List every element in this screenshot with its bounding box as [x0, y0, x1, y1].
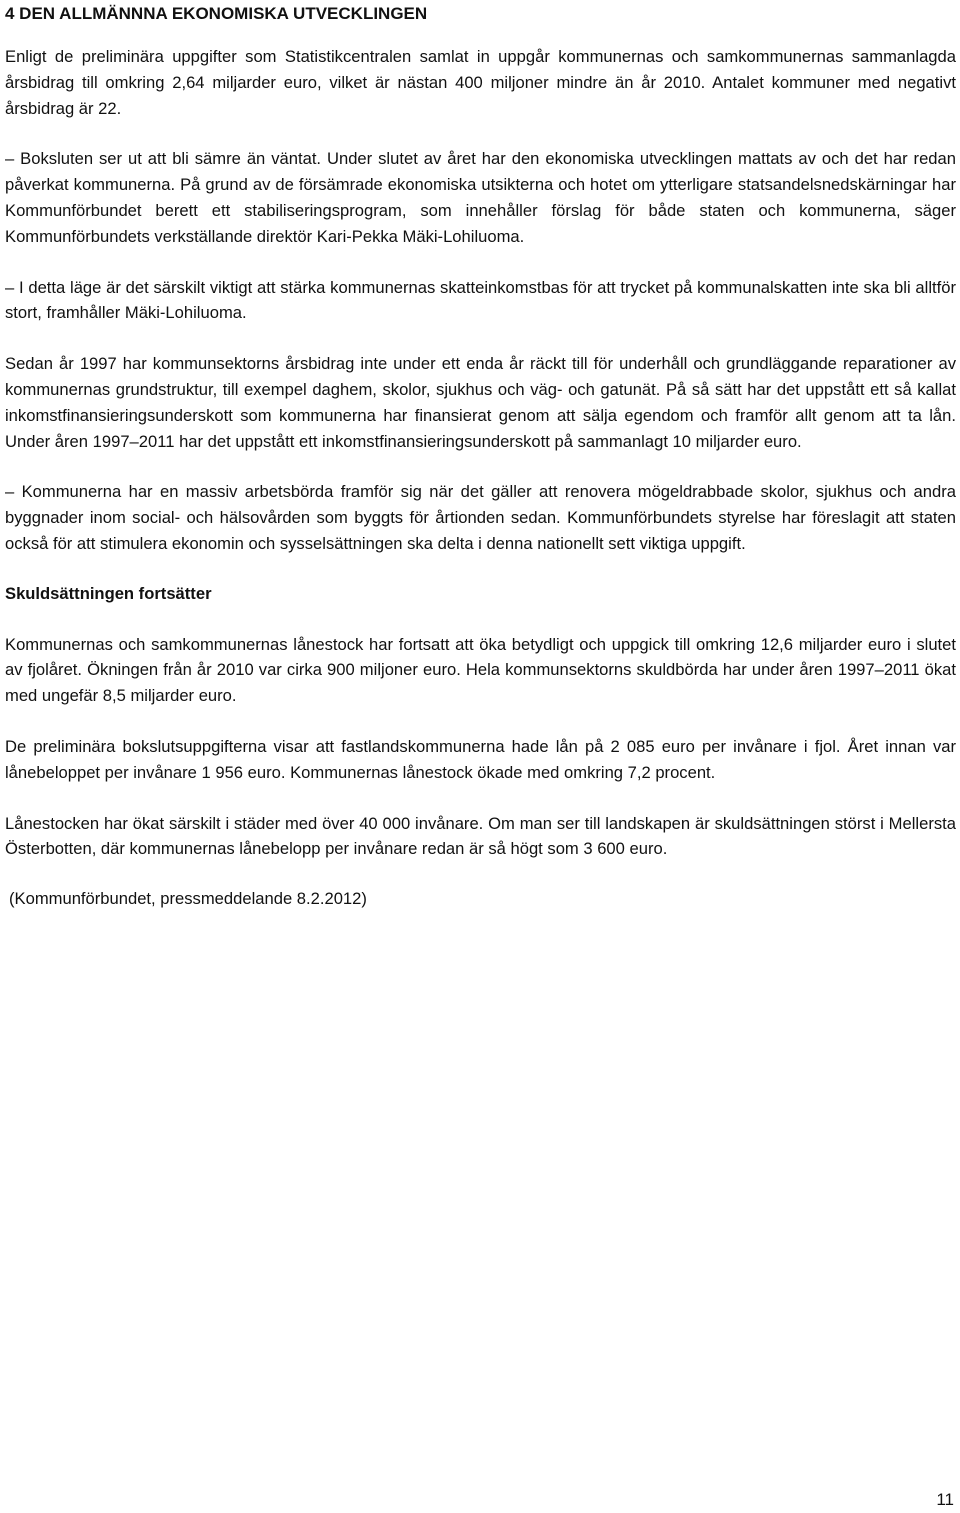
source-citation: (Kommunförbundet, pressmeddelande 8.2.2012): [9, 889, 367, 909]
subheading: Skuldsättningen fortsätter: [5, 583, 212, 603]
paragraph-deficit: Sedan år 1997 har kommunsektorns årsbidrag inte under ett enda år räckt till för underhåll och grundläggande reparationer av kommunernas grundstruktur, till exempel daghem, skolor, sjukhus och väg- och gatunät. På så sätt har det uppstått ett så kallat inkomstfinansieringsunderskott som kommunerna har finansierat genom att sälja egendom och framför allt genom att ta lån. Under åren 1997–2011 har det uppstått ett inkomstfinansieringsunderskott på sammanlagt 10 miljarder euro.: [5, 354, 956, 451]
paragraph-intro: Enligt de preliminära uppgifter som Statistikcentralen samlat in uppgår kommunernas och samkommunernas sammanlagda årsbidrag till omkring 2,64 miljarder euro, vilket är nästan 400 miljoner mindre än år 2010. Antalet kommuner med negativt årsbidrag är 22.: [5, 47, 956, 118]
paragraph-loan-stock: Kommunernas och samkommunernas lånestock har fortsatt att öka betydligt och uppgick till omkring 12,6 miljarder euro i slutet av fjolåret. Ökningen från år 2010 var cirka 900 miljoner euro. Hela kommunsektorns skuldbörda har under åren 1997–2011 ökat med ungefär 8,5 miljarder euro.: [5, 634, 956, 706]
page-number: 11: [936, 1490, 954, 1509]
paragraph-loans-per-capita: De preliminära bokslutsuppgifterna visar att fastlandskommunerna hade lån på 2 085 euro per invånare i fjol. Året innan var lånebeloppet per invånare 1 956 euro. Kommunernas lånestock ökade med omkring 7,2 procent.: [5, 736, 956, 782]
paragraph-quote-3: – Kommunerna har en massiv arbetsbörda framför sig när det gäller att renovera mögeldrabbade skolor, sjukhus och andra byggnader inom social- och hälsovården som byggts för årtionden sedan. Kommunförbundets styrelse har föreslagit att staten också för att stimulera ekonomin och sysselsättningen ska delta i denna nationellt sett viktiga uppgift.: [5, 482, 956, 553]
paragraph-quote-2: – I detta läge är det särskilt viktigt att stärka kommunernas skatteinkomstbas för att trycket på kommunalskatten inte ska bli alltför stort, framhåller Mäki-Lohiluoma.: [5, 277, 956, 323]
section-heading: 4 DEN ALLMÄNNNA EKONOMISKA UTVECKLINGEN: [5, 4, 428, 23]
paragraph-regional-debt: Lånestocken har ökat särskilt i städer med över 40 000 invånare. Om man ser till landskapen är skuldsättningen störst i Mellersta Österbotten, där kommunernas lånebelopp per invånare redan är så högt som 3 600 euro.: [5, 813, 956, 859]
document-page: [5, 0, 956, 912]
paragraph-quote-1: – Boksluten ser ut att bli sämre än väntat. Under slutet av året har den ekonomiska utvecklingen mattats av och det har redan påverkat kommunerna. På grund av de försämrade ekonomiska utsikterna och hotet om ytterligare statsandelsnedskärningar har Kommunförbundet berett ett stabiliseringsprogram, som innehåller förslag för både staten och kommunerna, säger Kommunförbundets verkställande direktör Kari-Pekka Mäki-Lohiluoma.: [5, 149, 956, 246]
